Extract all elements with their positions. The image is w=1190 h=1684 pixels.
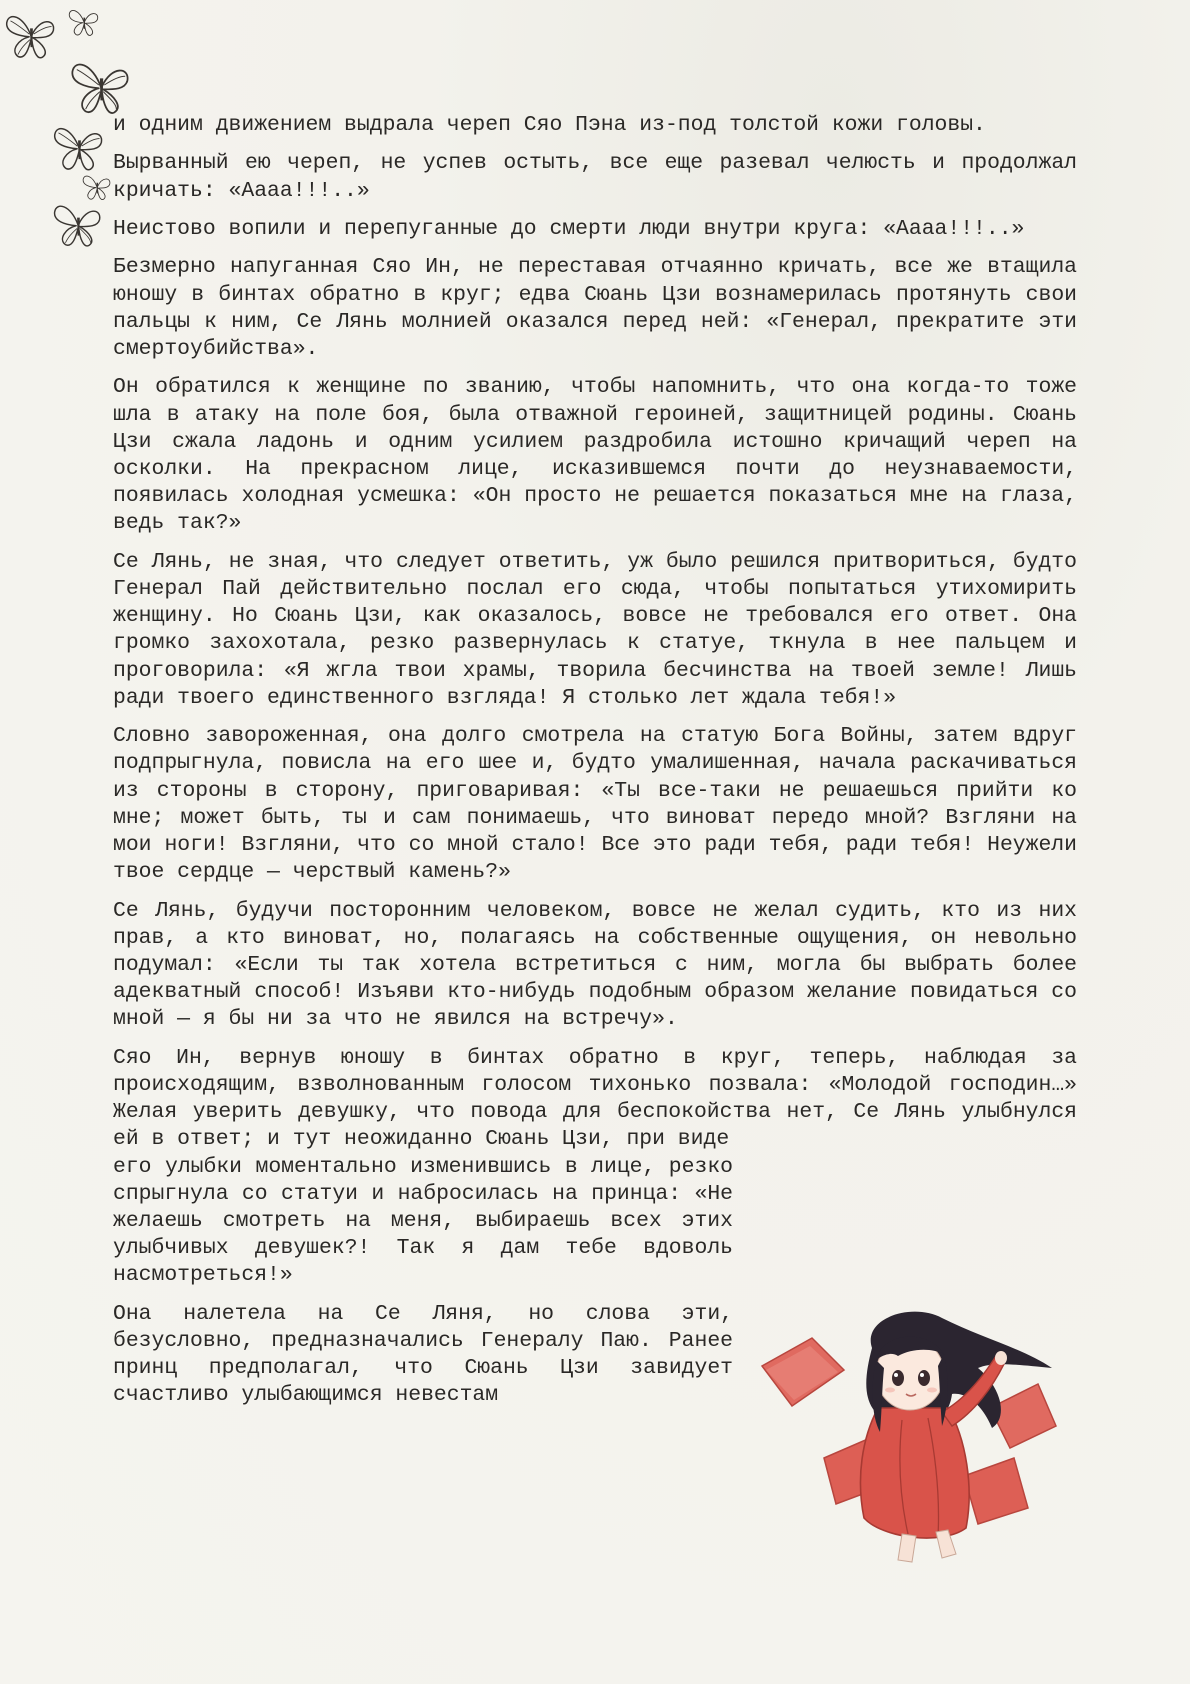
paragraph: Он обратился к женщине по званию, чтобы напомнить, что она когда-то тоже шла в атаку на поле боя, была отважной героиней, защитницей родины. Сюань Цзи сжала ладонь и одним усилием раздробила истошно кричащий череп на осколки. На прекрасном лице, исказившемся почти до неузнаваемости, появилась холодная усмешка: «Он просто не решается показаться мне на глаза, ведь так?» (113, 375, 1077, 536)
butterfly-icon (66, 4, 102, 38)
chibi-girl-illustration (752, 1308, 1097, 1568)
butterfly-icon (66, 52, 136, 118)
paragraph: Словно завороженная, она долго смотрела на статую Бога Войны, затем вдруг подпрыгнула, повисла на его шее и, будто умалишенная, начала раскачиваться из стороны в сторону, приговаривая: «Ты все-таки не решаешься прийти ко мне; может быть, ты и сам понимаешь, что виноват передо мной? Взгляни на мои ноги! Взгляни, что со мной стало! Все это ради тебя, ради тебя! Неужели твое сердце — черствый камень?» (113, 724, 1077, 885)
paragraph: и одним движением выдрала череп Сяо Пэна из-под толстой кожи головы. (113, 113, 986, 137)
document-body (113, 112, 1077, 1421)
paragraph-continuation: его улыбки моментально изменившись в лице, резко спрыгнула со статуи и набросилась на принца: «Не желаешь смотреть на меня, выбираешь всех этих улыбчивых девушек?! Так я дам тебе вдоволь насмотреться!» (113, 1154, 733, 1288)
paragraph: Вырванный ею череп, не успев остыть, все еще разевал челюсть и продолжал кричать: «Аааа!!!..» (113, 151, 1077, 203)
butterfly-icon (50, 196, 106, 250)
butterfly-icon (2, 6, 60, 62)
paragraph: Сяо Ин, вернув юношу в бинтах обратно в круг, теперь, наблюдая за происходящим, взволнованным голосом тихонько позвала: «Молодой господин…» Желая уверить девушку, что повода для беспокойства нет, Се Лянь улыбнулся ей в ответ; и тут неожиданно Сюань Цзи, при виде (113, 1045, 1077, 1152)
paragraph: Се Лянь, будучи посторонним человеком, вовсе не желал судить, кто из них прав, а кто виноват, но, полагаясь на собственные ощущения, он невольно подумал: «Если ты так хотела встретиться с ним, могла бы выбрать более адекватный способ! Изъяви кто-нибудь подобным образом желание повидаться со мной — я бы ни за что не явился на встречу». (113, 898, 1077, 1032)
paragraph: Она налетела на Се Ляня, но слова эти, безусловно, предназначались Генералу Паю. Ранее принц предполагал, что Сюань Цзи завидует счастливо улыбающимся невестам (113, 1301, 733, 1408)
paragraph: Неистово вопили и перепуганные до смерти люди внутри круга: «Аааа!!!..» (113, 216, 1025, 241)
butterfly-icon (50, 118, 108, 174)
paragraph: Безмерно напуганная Сяо Ин, не переставая отчаянно кричать, все же втащила юношу в бинтах обратно в круг; едва Сюань Цзи вознамерилась протянуть свои пальцы к ним, Се Лянь молнией оказался перед ней: «Генерал, прекратите эти смертоубийства». (113, 255, 1077, 361)
paragraph: Се Лянь, не зная, что следует ответить, уж было решился притвориться, будто Генерал Пай действительно послал его сюда, чтобы попытаться утихомирить женщину. Но Сюань Цзи, как оказалось, вовсе не требовался его ответ. Она громко захохотала, резко развернулась к статуе, ткнула в нее пальцем и проговорила: «Я жгла твои храмы, творила бесчинства на твоей земле! Лишь ради твоего единственного взгляда! Я столько лет ждала тебя!» (113, 549, 1077, 710)
